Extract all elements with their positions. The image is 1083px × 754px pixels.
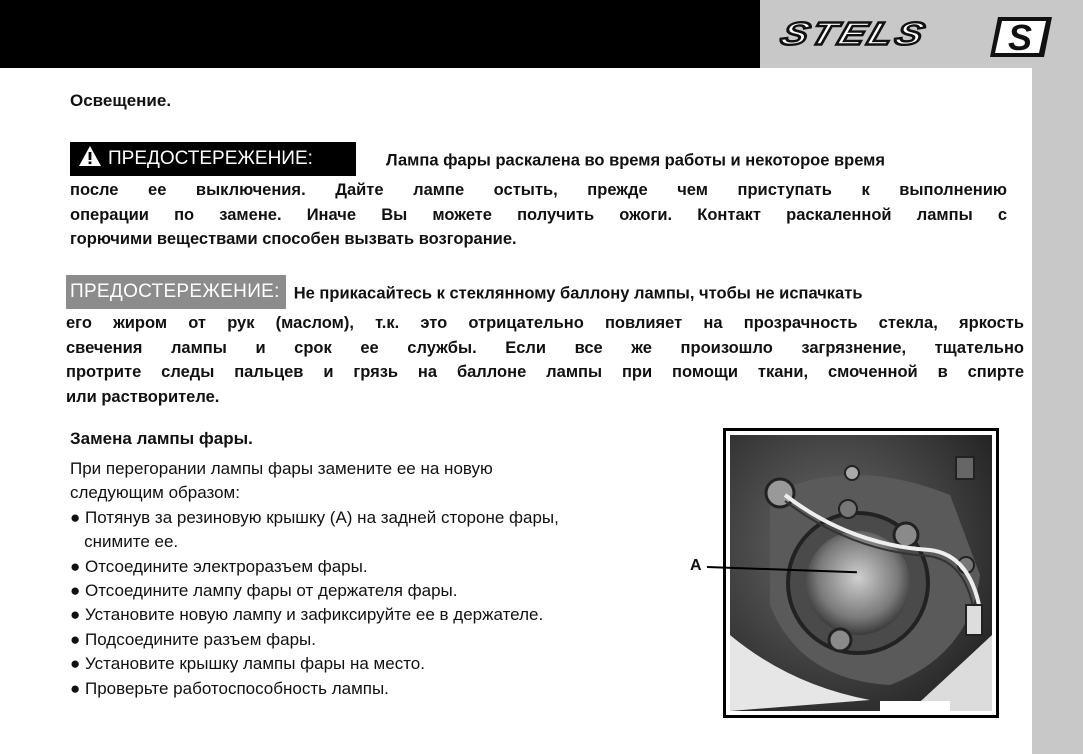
warning-2	[66, 277, 1024, 409]
callout-label-a: A	[690, 557, 702, 574]
replacement-title: Замена лампы фары.	[70, 429, 253, 448]
list-item: ● Потянув за резиновую крышку (А) на задней стороне фары,	[70, 507, 559, 527]
warning-2-badge: ПРЕДОСТЕРЕЖЕНИЕ:	[66, 275, 286, 309]
list-item: ● Отсоедините электроразъем фары.	[70, 556, 368, 576]
brand-badge-icon	[988, 15, 1054, 59]
warning-triangle-icon	[78, 145, 102, 167]
brand-logo-text: STELS	[776, 16, 932, 52]
brand-logo-area	[760, 0, 1083, 68]
warning-2-text-1: Не прикасайтесь к стеклянному баллону лампы, чтобы не испачкать	[293, 284, 863, 303]
warning-1-line-1	[70, 144, 1007, 178]
warning-2-line-4: протрите следы пальцев и грязь на баллоне лампы при помощи ткани, смоченной в спирте	[66, 363, 1024, 381]
brand-badge-letter: S	[1007, 17, 1033, 58]
section-title: Освещение.	[70, 91, 172, 110]
warning-1-badge	[70, 142, 356, 176]
intro-line: При перегорании лампы фары замените ее на новую	[70, 459, 493, 478]
list-item: ● Установите крышку лампы фары на место.	[70, 654, 425, 674]
list-item: ● Установите новую лампу и зафиксируйте ее в держателе.	[70, 605, 544, 625]
warning-1-line-3: операции по замене. Иначе Вы можете получить ожоги. Контакт раскаленной лампы с	[70, 205, 1007, 224]
list-item: ● Подсоедините разъем фары.	[70, 629, 316, 649]
warning-2-line-2: его жиром от рук (маслом), т.к. это отрицательно повлияет на прозрачность стекла, яркость	[66, 314, 1024, 332]
intro-line: следующим образом:	[70, 483, 240, 503]
warning-1	[70, 144, 1007, 252]
warning-1-line-4: горючими веществами способен вызвать возгорание.	[70, 230, 517, 248]
warning-1-text-1: Лампа фары раскалена во время работы и некоторое время	[386, 151, 886, 170]
list-item: ● Проверьте работоспособность лампы.	[70, 678, 389, 698]
replacement-steps	[70, 457, 680, 701]
list-item: ● Отсоедините лампу фары от держателя фары.	[70, 581, 458, 601]
side-strip	[1032, 68, 1083, 754]
list-item-continuation: снимите ее.	[70, 532, 179, 552]
warning-1-label: ПРЕДОСТЕРЕЖЕНИЕ:	[108, 148, 313, 169]
warning-1-line-2: после ее выключения. Дайте лампе остыть, прежде чем приступать к выполнению	[70, 181, 1007, 199]
header-bar	[0, 0, 760, 68]
warning-2-line-5: или растворителе.	[66, 387, 220, 406]
headlight-photo	[723, 428, 999, 718]
warning-2-line-3: свечения лампы и срок ее службы. Если все же произошло загрязнение, тщательно	[66, 338, 1024, 357]
warning-2-line-1	[66, 277, 1024, 311]
headlight-assembly-image	[730, 435, 992, 711]
